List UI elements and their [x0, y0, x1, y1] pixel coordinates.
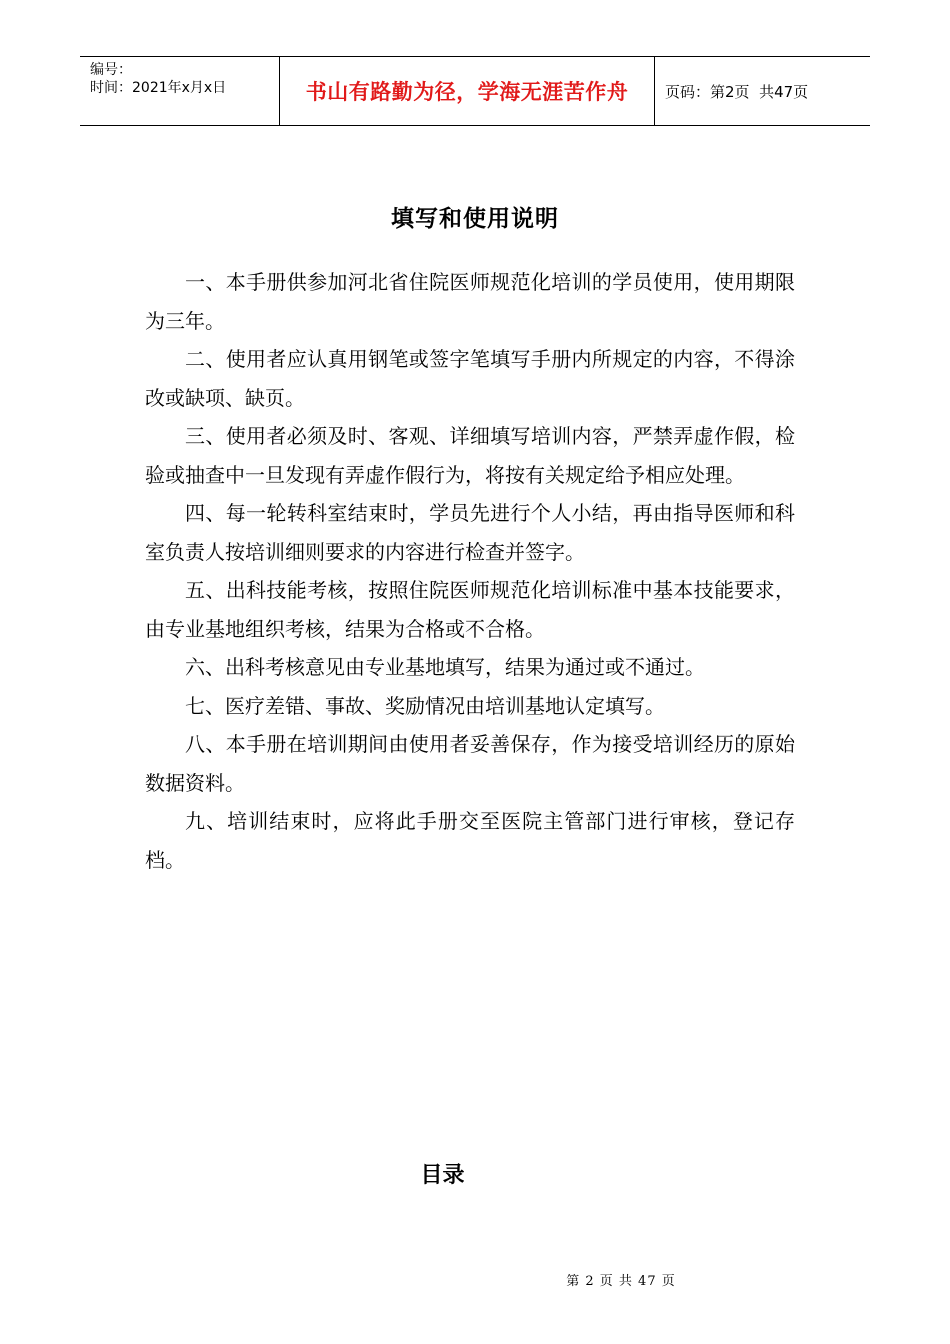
instruction-paragraph-7: 七、医疗差错、事故、奖励情况由培训基地认定填写。 — [185, 693, 665, 718]
instructions-body — [145, 263, 795, 879]
instruction-paragraph-9: 九、培训结束时，应将此手册交至医院主管部门进行审核，登记存档。 — [145, 809, 795, 872]
instruction-paragraph-8: 八、本手册在培训期间由使用者妥善保存，作为接受培训经历的原始数据资料。 — [145, 732, 795, 795]
header-motto: 书山有路勤为径，学海无涯苦作舟 — [280, 57, 655, 125]
instruction-paragraph-3: 三、使用者必须及时、客观、详细填写培训内容，严禁弄虚作假，检验或抽查中一旦发现有弄虚作假行为，将按有关规定给予相应处理。 — [145, 424, 795, 487]
instruction-paragraph-6: 六、出科考核意见由专业基地填写，结果为通过或不通过。 — [185, 655, 705, 679]
header-meta — [80, 57, 280, 125]
instruction-paragraph-4: 四、每一轮转科室结束时，学员先进行个人小结，再由指导医师和科室负责人按培训细则要求的内容进行检查并签字。 — [145, 501, 795, 564]
page-footer: 第 2 页 共 47 页 — [566, 1274, 676, 1289]
time-label: 时间：2021年x月x日 — [90, 80, 227, 96]
header-page-info — [655, 57, 870, 125]
serial-number-label: 编号： — [90, 62, 132, 78]
page-info-text: 页码：第2页 共47页 — [665, 82, 809, 101]
page-header — [80, 56, 870, 126]
toc-title: 目录 — [420, 1163, 465, 1188]
instruction-paragraph-2: 二、使用者应认真用钢笔或签字笔填写手册内所规定的内容，不得涂改或缺项、缺页。 — [145, 347, 795, 410]
section-title: 填写和使用说明 — [391, 206, 559, 232]
instruction-paragraph-5: 五、出科技能考核，按照住院医师规范化培训标准中基本技能要求，由专业基地组织考核，结果为合格或不合格。 — [145, 578, 795, 641]
instruction-paragraph-1: 一、本手册供参加河北省住院医师规范化培训的学员使用，使用期限为三年。 — [145, 270, 795, 333]
